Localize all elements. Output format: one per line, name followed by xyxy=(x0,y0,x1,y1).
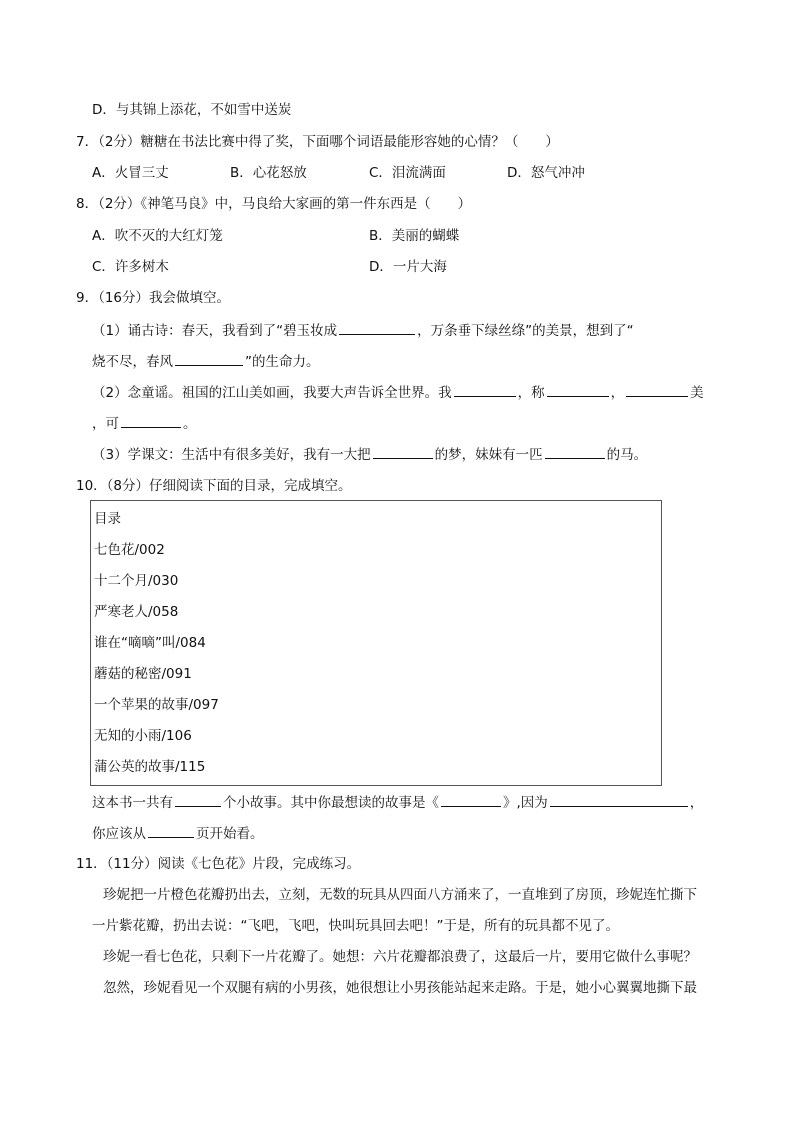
q9-p2-text-f: 。 xyxy=(183,416,197,432)
q10-f2-text-a: 你应该从 xyxy=(92,826,146,842)
q7-stem: 7．（2分）糖糖在书法比赛中得了奖，下面哪个词语最能形容她的心情？（ ） xyxy=(76,134,559,150)
q9-part3 xyxy=(92,444,647,465)
toc-item: 严寒老人/058 xyxy=(94,604,179,620)
answer-blank[interactable] xyxy=(545,444,605,459)
answer-blank[interactable] xyxy=(175,792,221,807)
q10-fill-line2 xyxy=(92,823,264,844)
answer-blank[interactable] xyxy=(148,823,194,838)
q9-p3-text-b: 的梦，妹妹有一匹 xyxy=(434,447,543,463)
q8-option-c: C．许多树木 xyxy=(92,259,169,275)
q11-passage-line: 珍妮一看七色花，只剩下一片花瓣了。她想：六片花瓣都浪费了，这最后一片，要用它做什么事呢？ xyxy=(103,949,697,965)
q9-p1-text-b: ，万条垂下绿丝绦”的美景，想到了“ xyxy=(417,323,634,339)
toc-item: 一个苹果的故事/097 xyxy=(94,697,219,713)
q10-f1-text-b: 个小故事。其中你最想读的故事是《 xyxy=(223,795,439,811)
table-of-contents-box xyxy=(90,500,662,786)
q7-option-d: D．怒气冲冲 xyxy=(507,165,585,181)
q9-part1-line2 xyxy=(92,351,320,372)
q9-part1-line1 xyxy=(92,320,634,341)
q8-option-b: B．美丽的蝴蝶 xyxy=(369,228,460,244)
toc-item: 七色花/002 xyxy=(94,542,165,558)
answer-blank[interactable] xyxy=(339,320,415,335)
q9-p3-text-c: 的马。 xyxy=(606,447,648,463)
toc-item: 蒲公英的故事/115 xyxy=(94,759,206,775)
q7-option-c: C．泪流满面 xyxy=(369,165,446,181)
toc-title: 目录 xyxy=(94,511,121,527)
answer-blank[interactable] xyxy=(547,382,609,397)
q7-option-b: B．心花怒放 xyxy=(230,165,307,181)
answer-blank[interactable] xyxy=(626,382,688,397)
answer-blank[interactable] xyxy=(550,792,688,807)
q10-f1-text-a: 这本书一共有 xyxy=(92,795,173,811)
q9-p2-text-a: （2）念童谣。祖国的江山美如画，我要大声告诉全世界。我 xyxy=(92,385,452,401)
toc-item: 蘑菇的秘密/091 xyxy=(94,666,192,682)
q9-part2-line2 xyxy=(92,413,197,434)
q8-option-a: A．吹不灭的大红灯笼 xyxy=(92,228,223,244)
q9-p1-text-a: （1）诵古诗：春天，我看到了“碧玉妆成 xyxy=(92,323,338,339)
q9-p1-text-d: ”的生命力。 xyxy=(245,354,320,370)
q10-f1-text-d: ， xyxy=(689,795,704,811)
q9-p3-text-a: （3）学课文：生活中有很多美好，我有一大把 xyxy=(92,447,371,463)
q9-part2-line1 xyxy=(92,382,704,403)
q10-stem: 10．（8分）仔细阅读下面的目录，完成填空。 xyxy=(76,478,352,494)
answer-blank[interactable] xyxy=(121,413,181,428)
answer-blank[interactable] xyxy=(441,792,501,807)
toc-item: 无知的小雨/106 xyxy=(94,728,192,744)
q11-passage-line: 一片紫花瓣，扔出去说：“飞吧，飞吧，快叫玩具回去吧！”于是，所有的玩具都不见了。 xyxy=(92,918,619,934)
q9-p1-text-c: 烧不尽，春风 xyxy=(92,354,173,370)
toc-item: 谁在“嘀嘀”叫/084 xyxy=(94,635,206,651)
q6-option-d: D．与其锦上添花，不如雪中送炭 xyxy=(92,102,292,118)
q11-passage-line: 珍妮把一片橙色花瓣扔出去，立刻，无数的玩具从四面八方涌来了，一直堆到了房顶，珍妮连忙撕下 xyxy=(103,887,697,903)
q10-fill-line1 xyxy=(92,792,703,813)
q10-f1-text-c: 》,因为 xyxy=(503,795,548,811)
q9-stem: 9．（16分）我会做填空。 xyxy=(76,290,231,306)
q11-passage-line: 忽然，珍妮看见一个双腿有病的小男孩，她很想让小男孩能站起来走路。于是，她小心翼翼地撕下最 xyxy=(103,980,697,996)
q10-f2-text-b: 页开始看。 xyxy=(196,826,264,842)
toc-item: 十二个月/030 xyxy=(94,573,179,589)
q9-p2-text-c: ， xyxy=(610,385,625,401)
q8-option-d: D．一片大海 xyxy=(369,259,447,275)
q9-p2-text-b: ，称 xyxy=(517,385,545,401)
q9-p2-text-d: 美 xyxy=(690,385,704,401)
q7-option-a: A．火冒三丈 xyxy=(92,165,169,181)
q8-stem: 8．（2分）《神笔马良》中，马良给大家画的第一件东西是（ ） xyxy=(76,196,472,212)
answer-blank[interactable] xyxy=(175,351,243,366)
q9-p2-text-e: ，可 xyxy=(92,416,119,432)
answer-blank[interactable] xyxy=(373,444,433,459)
q11-stem: 11．（11分）阅读《七色花》片段，完成练习。 xyxy=(76,856,361,872)
answer-blank[interactable] xyxy=(454,382,516,397)
